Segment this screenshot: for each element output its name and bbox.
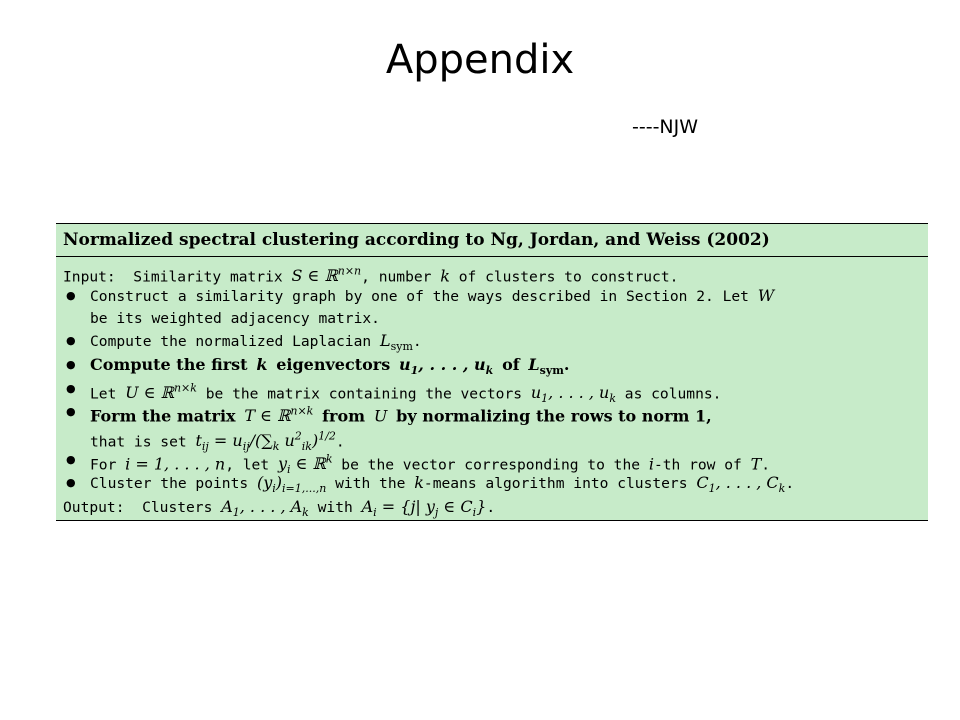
step-6-text-3: be the vector corresponding to the	[341, 456, 641, 474]
input-label: Input:	[63, 268, 116, 286]
slide-subtitle: ----NJW	[632, 116, 699, 138]
formula-close: )	[311, 431, 319, 451]
step-7-math-2: k	[414, 473, 424, 492]
step-3-math-L	[528, 355, 564, 378]
step-1-text: Construct a similarity graph by one of the ways described in Section 2. Let	[90, 288, 749, 305]
formula-sup-2: 2	[294, 430, 302, 443]
step-6-line	[90, 449, 950, 477]
step-5-text-2: from	[322, 406, 366, 426]
step-5-line	[90, 401, 950, 426]
step-5-math-1	[244, 406, 313, 425]
step-6-end: .	[761, 456, 771, 474]
step-4-text-3: as columns.	[624, 385, 722, 403]
step-5-math-1-sup: n×k	[290, 405, 314, 418]
output-label: Output:	[63, 499, 125, 516]
title-divider	[56, 256, 928, 257]
step-7-math-3	[696, 473, 786, 496]
input-text-1: Similarity matrix	[133, 268, 283, 286]
step-3-sub-1: 1	[410, 364, 419, 378]
step-3-uk: u	[474, 355, 486, 374]
step-5-text-1: Form the matrix	[90, 406, 236, 426]
input-line	[63, 261, 923, 286]
step-6-math-5: T	[750, 454, 762, 474]
output-sub-j: j	[434, 506, 439, 520]
formula-t: t	[195, 431, 202, 451]
step-5-end: .	[335, 433, 345, 451]
bullet-7: ●	[66, 476, 76, 489]
output-line	[63, 496, 923, 518]
step-6-y: y	[277, 454, 287, 474]
step-3-sub-sym: sym	[539, 364, 564, 378]
formula-sup-half: 1/2	[318, 430, 336, 443]
step-6-text-1: For	[90, 456, 117, 474]
step-4-math-1	[125, 383, 197, 402]
step-2-text: Compute the normalized Laplacian	[90, 333, 372, 350]
output-A: A	[221, 497, 233, 516]
step-4-sub-1: 1	[541, 392, 549, 406]
step-7-open: (y	[256, 473, 273, 492]
step-7-text-3: -means algorithm into clusters	[423, 475, 688, 492]
step-4-math-2	[530, 383, 616, 406]
output-A-i: A	[361, 497, 374, 516]
step-3-math-k: k	[256, 355, 268, 374]
step-3-text-1: Compute the first	[90, 355, 248, 374]
step-3-text-2: eigenvectors	[276, 355, 391, 374]
slide-title: Appendix	[385, 37, 575, 83]
step-7-end: .	[785, 475, 795, 492]
step-3-L: L	[528, 355, 540, 374]
step-3-dots: , . . . ,	[418, 355, 474, 374]
bullet-1: ●	[66, 289, 76, 302]
output-math-2	[361, 497, 487, 520]
step-3-line	[90, 354, 950, 376]
bullet-3: ●	[66, 358, 76, 371]
step-6-sup-k: k	[325, 453, 333, 466]
step-6-text-2: , let	[225, 456, 270, 474]
input-math-2: k	[440, 266, 450, 286]
step-1-continuation: be its weighted adjacency matrix.	[90, 310, 380, 327]
step-4-math-1-sup: n×k	[173, 382, 197, 395]
step-6-math-4: i	[648, 454, 654, 474]
bullet-4: ●	[66, 382, 76, 395]
step-4-text-1: Let	[90, 385, 117, 403]
output-text-2: with	[317, 499, 353, 516]
step-2-math-sub: sym	[390, 340, 413, 354]
bullet-5: ●	[66, 405, 76, 418]
step-3-math-u	[399, 355, 494, 378]
input-math-1	[291, 266, 361, 285]
step-4-text-2: be the matrix containing the vectors	[205, 385, 523, 403]
input-math-1-sup: n×n	[337, 265, 362, 278]
algorithm-title-text: Normalized spectral clustering according to Ng, Jordan, and Weiss (2002)	[63, 230, 770, 250]
step-7-sub-k: k	[778, 482, 786, 496]
bullet-2: ●	[66, 334, 76, 347]
step-7-line	[90, 472, 950, 494]
output-end: .	[486, 499, 496, 516]
step-4-line	[90, 378, 950, 406]
step-5-cont-text: that is set	[90, 433, 187, 451]
formula-sub-ij-2: ij	[242, 440, 250, 454]
output-in-C: ∈ C	[438, 497, 473, 516]
step-1-line	[90, 285, 950, 307]
step-5-math-1-base: T ∈ ℝ	[244, 406, 291, 426]
output-text-1: Clusters	[142, 499, 213, 516]
step-7-close: )	[275, 473, 283, 492]
output-sub-1: 1	[232, 506, 240, 520]
output-sub-i: i	[373, 506, 377, 520]
formula-div: /(∑	[249, 431, 273, 451]
step-5-text-3: by normalizing the rows to norm 1,	[396, 406, 712, 426]
step-3-sub-k: k	[485, 364, 494, 378]
step-4-u1: u	[530, 383, 542, 403]
bullet-6: ●	[66, 453, 76, 466]
formula-sub-ij: ij	[201, 440, 209, 454]
step-3-end: .	[563, 355, 570, 374]
output-dots: , . . . , A	[239, 497, 303, 516]
step-7-dots: , . . . , C	[715, 473, 779, 492]
formula-u: u	[232, 431, 243, 451]
output-math-1	[221, 497, 309, 520]
output-sub-i-2: i	[472, 506, 477, 520]
step-2-math-base: L	[379, 331, 391, 350]
step-7-sub-i: i	[272, 482, 276, 496]
step-5-formula	[195, 430, 336, 454]
step-6-math-1: i = 1, . . . , n	[125, 454, 226, 474]
step-2-end: .	[412, 333, 422, 350]
step-4-uk: u	[599, 383, 610, 403]
output-set-close: }	[476, 497, 487, 516]
formula-eq: =	[208, 431, 233, 451]
step-7-math-1	[256, 473, 327, 496]
formula-u2: u	[279, 431, 295, 451]
step-6-text-4: -th row of	[653, 456, 742, 474]
step-7-sub-range: i=1,...,n	[282, 482, 327, 496]
step-2-line	[90, 330, 950, 352]
step-6-math-2	[277, 453, 333, 477]
step-4-dots: , . . . ,	[548, 383, 599, 403]
step-3-u1: u	[399, 355, 411, 374]
step-3-text-3: of	[502, 355, 520, 374]
output-set-open: = {j| y	[376, 497, 435, 516]
step-7-C: C	[696, 473, 709, 492]
step-7-text-2: with the	[335, 475, 406, 492]
step-4-sub-k: k	[609, 392, 616, 406]
formula-sub-k: k	[272, 440, 280, 454]
step-6-in-R: ∈ ℝ	[290, 454, 326, 474]
step-7-sub-1: 1	[708, 482, 716, 496]
step-5-math-2: U	[373, 406, 388, 426]
step-6-sub-i: i	[286, 463, 291, 477]
input-text-2: , number	[361, 268, 432, 286]
step-2-math	[379, 331, 413, 354]
step-1-math: W	[757, 286, 775, 305]
algorithm-title	[63, 227, 923, 253]
input-math-1-base: S ∈ ℝ	[291, 266, 338, 286]
output-sub-k: k	[302, 506, 309, 520]
step-7-text-1: Cluster the points	[90, 475, 249, 492]
step-5-continuation	[90, 426, 950, 454]
input-text-3: of clusters to construct.	[458, 268, 679, 286]
formula-sub-ik: ik	[301, 440, 312, 454]
step-4-math-1-base: U ∈ ℝ	[125, 383, 174, 403]
